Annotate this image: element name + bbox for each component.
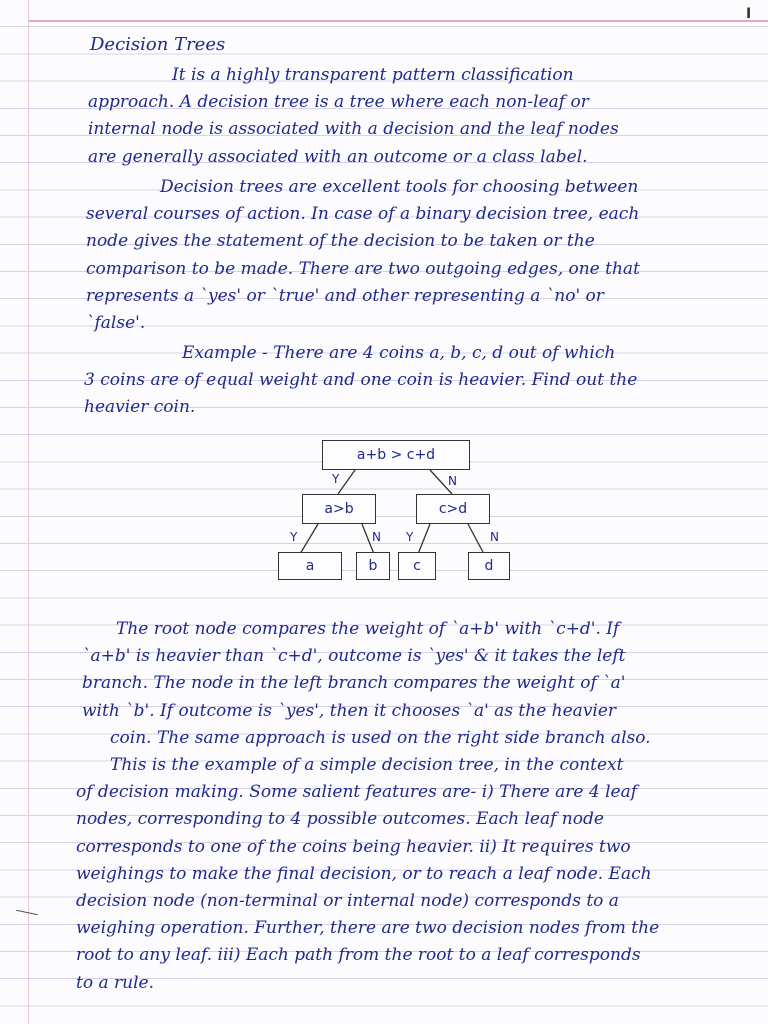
paragraph-3 bbox=[0, 616, 768, 752]
paragraph-1 bbox=[0, 62, 768, 171]
text-line: decision node (non-terminal or internal node) corresponds to a bbox=[76, 891, 619, 912]
page-mark: I bbox=[746, 6, 752, 22]
text-line: corresponds to one of the coins being heavier. ii) It requires two bbox=[76, 836, 631, 857]
no-label-root: N bbox=[448, 474, 457, 488]
text-line: approach. A decision tree is a tree where each non-leaf or bbox=[88, 92, 589, 113]
text-line: It is a highly transparent pattern classification bbox=[172, 65, 574, 85]
text-line: branch. The node in the left branch compares the weight of `a' bbox=[82, 673, 626, 694]
yes-label-right: Y bbox=[406, 530, 414, 544]
edge-right-c bbox=[418, 524, 430, 554]
left-decision-node: a>b bbox=[302, 494, 376, 524]
edge-root-left bbox=[338, 470, 355, 494]
text-line: This is the example of a simple decision tree, in the context bbox=[110, 755, 624, 775]
leaf-node-d: d bbox=[468, 552, 510, 580]
text-line: coin. The same approach is used on the right side branch also. bbox=[110, 727, 651, 748]
text-line: root to any leaf. iii) Each path from the root to a leaf corresponds bbox=[76, 945, 641, 966]
edge-left-a bbox=[300, 524, 318, 554]
top-margin-line bbox=[28, 20, 768, 22]
text-line: to a rule. bbox=[76, 972, 154, 993]
text-line: The root node compares the weight of `a+b' with `c+d'. If bbox=[116, 619, 620, 639]
text-line: nodes, corresponding to 4 possible outcomes. Each leaf node bbox=[76, 809, 604, 830]
edge-right-d bbox=[468, 524, 484, 554]
yes-label-left: Y bbox=[290, 530, 298, 544]
text-line: node gives the statement of the decision to be taken or the bbox=[86, 231, 595, 252]
paragraph-2 bbox=[0, 174, 768, 337]
right-decision-node: c>d bbox=[416, 494, 490, 524]
text-line: heavier coin. bbox=[84, 397, 196, 418]
leaf-node-c: c bbox=[398, 552, 436, 580]
text-line: `false'. bbox=[86, 313, 146, 334]
text-line: of decision making. Some salient features are- i) There are 4 leaf bbox=[76, 782, 637, 803]
text-line: weighings to make the final decision, or to reach a leaf node. Each bbox=[76, 863, 652, 884]
text-line: `a+b' is heavier than `c+d', outcome is `yes' & it takes the left bbox=[82, 646, 626, 667]
example-paragraph bbox=[0, 340, 768, 422]
no-label-right: N bbox=[490, 530, 499, 544]
text-line: internal node is associated with a decision and the leaf nodes bbox=[88, 119, 619, 140]
text-line: 3 coins are of equal weight and one coin is heavier. Find out the bbox=[84, 370, 638, 391]
text-line: Example - There are 4 coins a, b, c, d out of which bbox=[182, 343, 616, 363]
paragraph-4 bbox=[0, 752, 768, 997]
decision-tree-diagram bbox=[270, 436, 530, 586]
no-label-left: N bbox=[372, 530, 381, 544]
root-node: a+b > c+d bbox=[322, 440, 470, 470]
text-line: weighing operation. Further, there are two decision nodes from the bbox=[76, 918, 660, 939]
text-line: represents a `yes' or `true' and other representing a `no' or bbox=[86, 285, 604, 306]
page-title: Decision Trees bbox=[90, 34, 226, 55]
leaf-node-a: a bbox=[278, 552, 342, 580]
text-line: comparison to be made. There are two outgoing edges, one that bbox=[86, 258, 640, 279]
text-line: with `b'. If outcome is `yes', then it chooses `a' as the heavier bbox=[82, 700, 617, 721]
text-line: several courses of action. In case of a binary decision tree, each bbox=[86, 204, 640, 225]
text-line: Decision trees are excellent tools for choosing between bbox=[160, 177, 639, 197]
text-line: are generally associated with an outcome or a class label. bbox=[88, 146, 588, 167]
yes-label-root: Y bbox=[332, 472, 340, 486]
leaf-node-b: b bbox=[356, 552, 390, 580]
